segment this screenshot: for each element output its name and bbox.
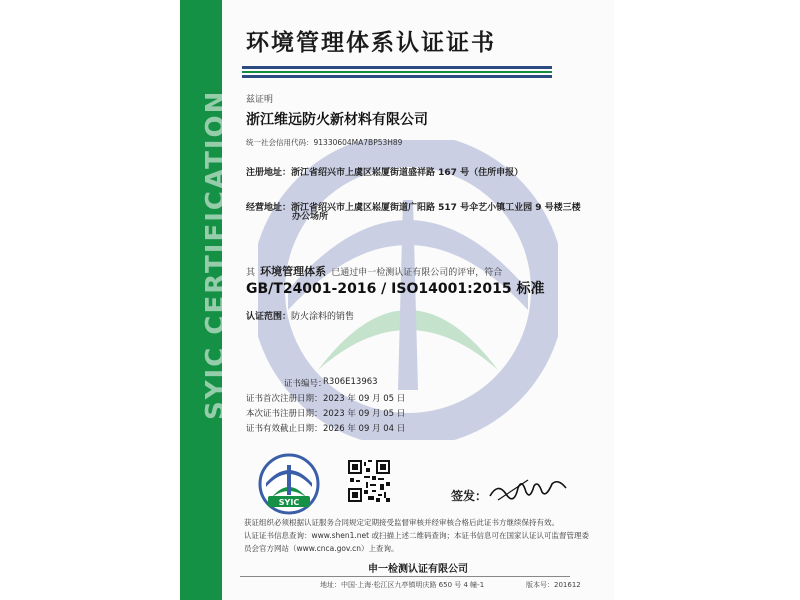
syic-logo-icon (258, 453, 320, 515)
business-address-line1: 浙江省绍兴市上虞区崧厦街道广阳路 517 号伞艺小镇工业园 9 号楼三楼 (291, 203, 581, 213)
signature-icon (488, 474, 568, 504)
certificate-title: 环境管理体系认证证书 (246, 29, 496, 56)
footer-line-2: 认证证书信息查询：www.shen1.net 或扫描上述二维码查询；本证书信息可在国家认证认可监督管理委 (244, 531, 589, 540)
intro-text: 兹证明 (246, 95, 274, 105)
system-prefix: 其 (246, 268, 256, 278)
credit-code-value: 91330604MA7BP53H89 (313, 138, 403, 147)
title-divider (242, 66, 552, 80)
edition-row (526, 580, 581, 590)
edition-value: 201612 (554, 581, 581, 589)
business-address-label: 经营地址： (246, 203, 292, 213)
system-statement (246, 260, 502, 279)
this-issue-label: 本次证书注册日期： (246, 409, 323, 419)
registered-address-label: 注册地址： (246, 168, 292, 178)
sign-label: 签发： (451, 489, 488, 503)
certificate-number: R306E13963 (323, 377, 378, 387)
credit-code-label: 统一社会信用代码： (246, 138, 314, 147)
edition-label: 版本号： (526, 581, 554, 589)
footer-line-3: 员会官方网站（www.cnca.gov.cn）上查询。 (244, 544, 399, 553)
certificate-number-label: 证书编号： (284, 379, 327, 389)
scope-label: 认证范围： (246, 312, 292, 322)
company-name: 浙江维远防火新材料有限公司 (246, 112, 428, 128)
certificate-page (180, 0, 614, 600)
scope-row (246, 304, 354, 323)
issuer-name: 申一检测认证有限公司 (368, 564, 468, 575)
credit-code-row (246, 137, 402, 148)
first-issue-label: 证书首次注册日期： (246, 394, 323, 404)
business-address-line2: 办公场所 (292, 212, 329, 222)
registered-address-value: 浙江省绍兴市上虞区崧厦街道盛祥路 167 号（住所申报） (291, 168, 524, 178)
footer-divider (240, 576, 570, 577)
qr-code-icon (348, 460, 390, 502)
registered-address-row (246, 160, 523, 179)
standard-text: GB/T24001-2016 / ISO14001:2015 标准 (246, 281, 545, 297)
issuer-address: 地址：中国·上海·松江区九亭镇明庆路 650 号 4 幢-1 (320, 581, 485, 589)
footer-line-1: 获证组织必须根据认证服务合同规定定期接受监督审核并经审核合格后此证书方继续保持有效。 (244, 518, 559, 527)
system-suffix: 已通过申一检测认证有限公司的评审，符合 (331, 268, 503, 278)
vertical-certification-text: SYIC CERTIFICATION (201, 89, 231, 420)
this-issue-date: 2023 年 09 月 05 日 (323, 409, 406, 419)
expiry-label: 证书有效截止日期： (246, 424, 323, 434)
first-issue-date: 2023 年 09 月 05 日 (323, 394, 406, 404)
system-name: 环境管理体系 (260, 265, 327, 278)
scope-value: 防火涂料的销售 (291, 312, 355, 322)
logo-text: SYIC (278, 498, 300, 507)
expiry-date: 2026 年 09 月 04 日 (323, 424, 406, 434)
